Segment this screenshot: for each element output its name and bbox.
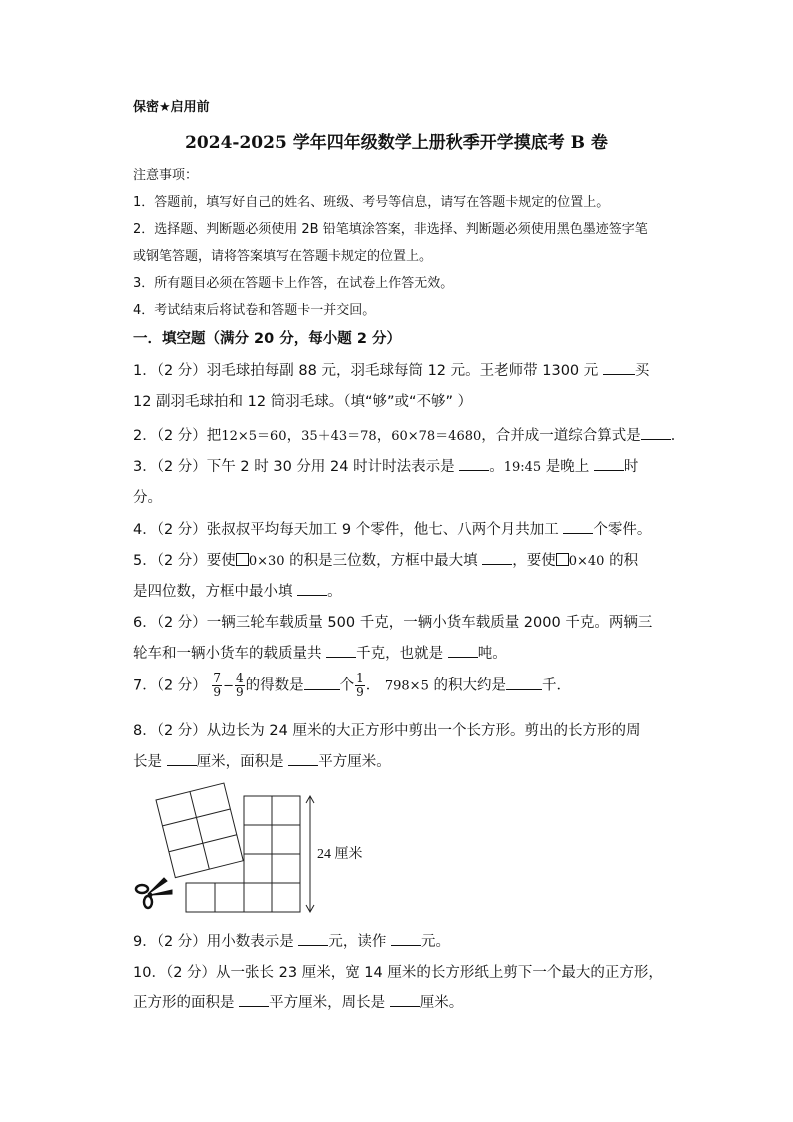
question-10-line2: 正方形的面积是 平方厘米，周长是 厘米。: [133, 991, 463, 1012]
question-8-line2: 长是 厘米，面积是 平方厘米。: [133, 750, 391, 771]
note-3: 3．所有题目必须在答题卡上作答，在试卷上作答无效。: [133, 276, 454, 291]
question-5-line2: 是四位数，方框中最小填 。: [133, 580, 342, 601]
question-3-line1: 3．（2 分）下午 2 时 30 分用 24 时计时法表示是 。19:45 是晚上 时: [133, 455, 638, 476]
dimension-label: 24 厘米: [317, 847, 363, 862]
note-4: 4．考试结束后将试卷和答题卡一并交回。: [133, 303, 376, 318]
note-1: 1．答题前，填写好自己的姓名、班级、考号等信息，请写在答题卡规定的位置上。: [133, 195, 610, 210]
answer-blank[interactable]: [288, 751, 318, 766]
dimension-arrow: [306, 796, 314, 912]
answer-blank[interactable]: [594, 456, 624, 471]
note-2b: 或钢笔答题，请将答案填写在答题卡规定的位置上。: [133, 249, 433, 264]
blank-box-icon: [236, 553, 249, 566]
blank-box-icon: [556, 553, 569, 566]
fraction: $\frac{4}{9}$: [235, 671, 244, 699]
answer-blank[interactable]: [641, 425, 671, 440]
question-4: 4．（2 分）张叔叔平均每天加工 9 个零件，他七、八两个月共加工 个零件。: [133, 518, 651, 539]
answer-blank[interactable]: [391, 931, 421, 946]
question-6-line2: 轮车和一辆小货车的载质量共 千克，也就是 吨。: [133, 642, 507, 663]
scissors-icon: [136, 878, 172, 908]
question-10-line1: 10．（2 分）从一张长 23 厘米，宽 14 厘米的长方形纸上剪下一个最大的正方形，: [133, 965, 663, 981]
answer-blank[interactable]: [482, 550, 512, 565]
question-8-line1: 8．（2 分）从边长为 24 厘米的大正方形中剪出一个长方形。剪出的长方形的周: [133, 723, 641, 739]
answer-blank[interactable]: [167, 751, 197, 766]
question-1-line1: 1．（2 分）羽毛球拍每副 88 元，羽毛球每筒 12 元。王老师带 1300 元 买: [133, 359, 649, 380]
tilted-rectangle: [156, 783, 243, 878]
answer-blank[interactable]: [390, 992, 420, 1007]
page-title: 2024-2025 学年四年级数学上册秋季开学摸底考 B 卷: [185, 133, 608, 153]
fraction: $\frac{1}{9}$: [356, 671, 364, 699]
notes-heading: 注意事项：: [133, 168, 199, 183]
answer-blank[interactable]: [448, 643, 478, 658]
fraction: $\frac{7}{9}$: [213, 671, 222, 699]
grid-column: [244, 796, 300, 912]
answer-blank[interactable]: [298, 931, 328, 946]
answer-blank[interactable]: [304, 675, 340, 690]
answer-blank[interactable]: [326, 643, 356, 658]
answer-blank[interactable]: [603, 360, 635, 375]
note-2a: 2．选择题、判断题必须使用 2B 铅笔填涂答案，非选择、判断题必须使用黑色墨迹签字笔: [133, 222, 648, 237]
cut-rectangle-figure: [128, 780, 388, 920]
answer-blank[interactable]: [563, 519, 593, 534]
question-1-line2: 12 副羽毛球拍和 12 筒羽毛球。（填“够”或“不够” ）: [133, 394, 473, 410]
answer-blank[interactable]: [459, 456, 489, 471]
answer-blank[interactable]: [239, 992, 269, 1007]
question-5-line1: 5．（2 分）要使 0×30 的积是三位数，方框中最大填 ，要使 0×40 的积: [133, 549, 638, 570]
confidential-mark: 保密★启用前: [133, 100, 210, 115]
question-3-line2: 分。: [133, 490, 162, 506]
answer-blank[interactable]: [297, 581, 327, 596]
grid-row: [186, 883, 244, 912]
section-heading: 一．填空题（满分 20 分，每小题 2 分）: [133, 331, 401, 347]
question-7: 7．（2 分） $\frac{7}{9}$ − $\frac{4}{9}$ 的得数是 个 $\frac{1}{9}$ ． 798×5 的积大约是 千．: [133, 671, 571, 699]
question-6-line1: 6．（2 分）一辆三轮车载质量 500 千克，一辆小货车载质量 2000 千克。两辆三: [133, 615, 653, 631]
question-9: 9．（2 分）用小数表示是 元，读作 元。: [133, 930, 450, 951]
question-2: 2．（2 分）把12×5＝60，35＋43＝78，60×78＝4680，合并成一道综合算式是 ．: [133, 424, 685, 445]
answer-blank[interactable]: [506, 675, 542, 690]
